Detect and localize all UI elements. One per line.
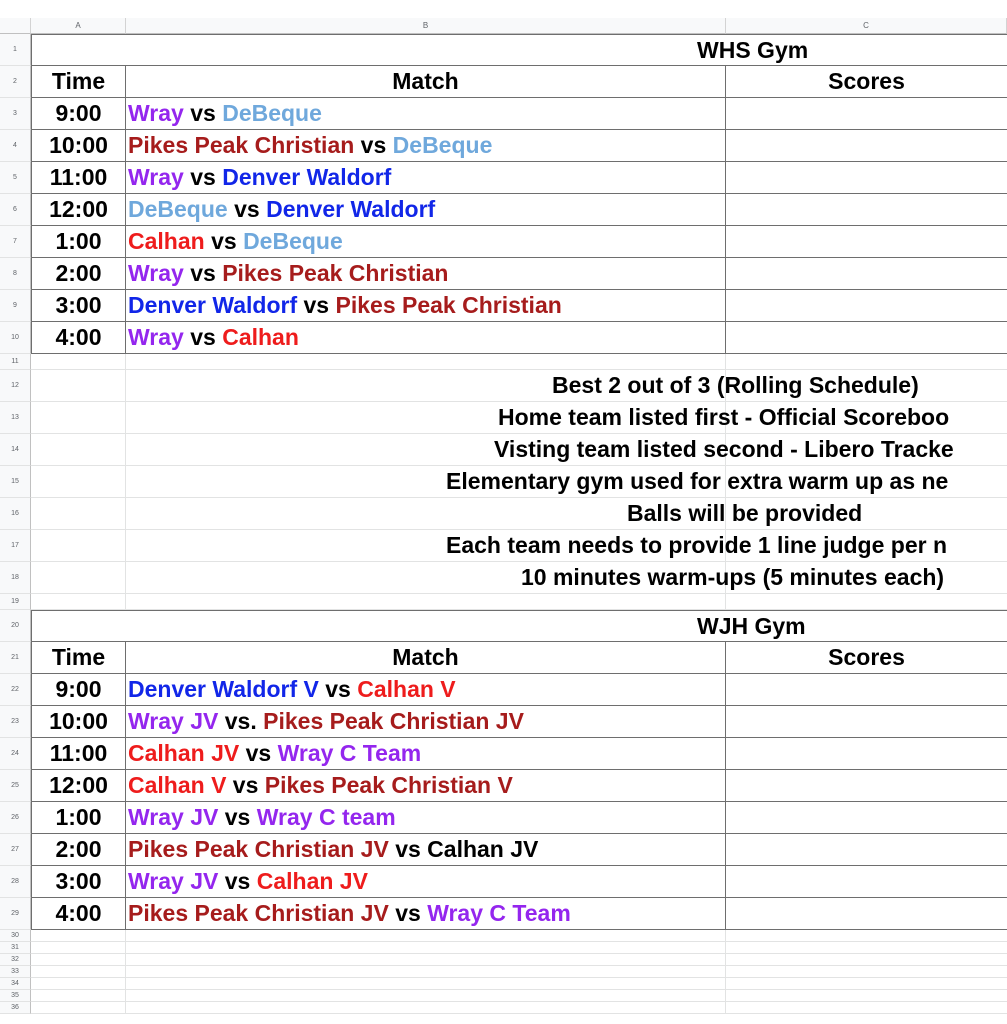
score-cell[interactable] <box>726 322 1007 354</box>
versus-text: vs <box>354 132 393 158</box>
score-cell[interactable] <box>726 258 1007 290</box>
versus-text: vs Calhan JV <box>388 836 539 862</box>
score-cell[interactable] <box>726 738 1007 770</box>
time-cell[interactable]: 9:00 <box>31 98 126 130</box>
team-name: Calhan <box>128 228 205 254</box>
row-header[interactable]: 1 <box>0 34 31 66</box>
row-header[interactable]: 31 <box>0 942 31 954</box>
top-margin <box>0 0 1007 18</box>
row-header[interactable]: 2 <box>0 66 31 98</box>
rules-note: Elementary gym used for extra warm up as ne <box>446 468 949 494</box>
team-name: Calhan JV <box>256 868 368 894</box>
row-header[interactable]: 26 <box>0 802 31 834</box>
team-name: Pikes Peak Christian JV <box>128 900 389 926</box>
row-header[interactable]: 20 <box>0 610 31 642</box>
team-name: Calhan <box>222 324 299 350</box>
match-cell[interactable] <box>126 322 726 354</box>
grid-row <box>31 990 1007 1002</box>
scores-header[interactable]: Scores <box>726 642 1007 674</box>
row-header[interactable]: 15 <box>0 466 31 498</box>
grid-row <box>31 978 1007 990</box>
rules-note: Each team needs to provide 1 line judge per n <box>446 532 948 558</box>
versus-text: vs <box>183 100 223 126</box>
grid-row <box>31 954 1007 966</box>
team-name: DeBeque <box>243 228 343 254</box>
team-name: Pikes Peak Christian JV <box>128 836 389 862</box>
team-name: Calhan JV <box>128 740 240 766</box>
team-name: Pikes Peak Christian JV <box>263 708 524 734</box>
team-name: Calhan V <box>128 772 227 798</box>
row-header[interactable]: 28 <box>0 866 31 898</box>
match-cell[interactable] <box>126 130 726 162</box>
row-header[interactable]: 34 <box>0 978 31 990</box>
time-cell[interactable]: 3:00 <box>31 866 126 898</box>
grid-row <box>31 930 1007 942</box>
team-name: Wray JV <box>128 708 219 734</box>
grid-row <box>31 354 1007 370</box>
team-name: DeBeque <box>128 196 228 222</box>
team-name: Pikes Peak Christian <box>128 132 355 158</box>
team-name: Denver Waldorf <box>266 196 436 222</box>
score-cell[interactable] <box>726 706 1007 738</box>
row-header[interactable]: 5 <box>0 162 31 194</box>
score-cell[interactable] <box>726 130 1007 162</box>
match-header[interactable]: Match <box>126 66 726 98</box>
time-cell[interactable]: 2:00 <box>31 258 126 290</box>
rules-note: Balls will be provided <box>627 500 863 526</box>
row-header[interactable]: 36 <box>0 1002 31 1014</box>
row-header[interactable]: 21 <box>0 642 31 674</box>
rules-note: 10 minutes warm-ups (5 minutes each) <box>521 564 945 590</box>
time-cell[interactable]: 11:00 <box>31 738 126 770</box>
team-name: Denver Waldorf <box>128 292 298 318</box>
versus-text: vs <box>227 196 267 222</box>
row-header[interactable]: 30 <box>0 930 31 942</box>
versus-text: vs <box>226 772 265 798</box>
row-header[interactable]: 13 <box>0 402 31 434</box>
row-header[interactable]: 18 <box>0 562 31 594</box>
score-cell[interactable] <box>726 770 1007 802</box>
team-name: Wray C team <box>256 804 396 830</box>
match-cell[interactable] <box>126 258 726 290</box>
time-cell[interactable]: 4:00 <box>31 898 126 930</box>
versus-text: vs <box>318 676 358 702</box>
section-title: WHS Gym <box>697 37 809 63</box>
row-header[interactable]: 17 <box>0 530 31 562</box>
row-header[interactable]: 6 <box>0 194 31 226</box>
team-name: Pikes Peak Christian <box>335 292 562 318</box>
match-cell[interactable] <box>126 834 726 866</box>
row-header[interactable]: 14 <box>0 434 31 466</box>
score-cell[interactable] <box>726 898 1007 930</box>
time-cell[interactable]: 4:00 <box>31 322 126 354</box>
row-header[interactable]: 35 <box>0 990 31 1002</box>
team-name: Wray <box>128 260 184 286</box>
time-cell[interactable]: 1:00 <box>31 226 126 258</box>
score-cell[interactable] <box>726 866 1007 898</box>
score-cell[interactable] <box>726 98 1007 130</box>
score-cell[interactable] <box>726 194 1007 226</box>
time-cell[interactable]: 1:00 <box>31 802 126 834</box>
team-name: Wray JV <box>128 804 219 830</box>
score-cell[interactable] <box>726 802 1007 834</box>
versus-text: vs <box>297 292 336 318</box>
section-title: WJH Gym <box>697 613 806 639</box>
versus-text: vs <box>183 260 223 286</box>
row-header[interactable]: 33 <box>0 966 31 978</box>
versus-text: vs <box>204 228 244 254</box>
time-header[interactable]: Time <box>31 642 126 674</box>
score-cell[interactable] <box>726 162 1007 194</box>
rules-note: Best 2 out of 3 (Rolling Schedule) <box>552 372 919 398</box>
match-cell[interactable] <box>126 866 726 898</box>
team-name: Wray JV <box>128 868 219 894</box>
team-name: DeBeque <box>222 100 322 126</box>
grid-row <box>31 966 1007 978</box>
match-cell[interactable] <box>126 674 726 706</box>
team-name: Wray <box>128 324 184 350</box>
rules-note: Visting team listed second - Libero Tracke <box>494 436 954 462</box>
column-header-c[interactable]: C <box>726 18 1007 34</box>
time-cell[interactable]: 12:00 <box>31 770 126 802</box>
row-header[interactable]: 32 <box>0 954 31 966</box>
versus-text: vs <box>218 804 257 830</box>
grid-row <box>31 1002 1007 1014</box>
grid-row <box>31 942 1007 954</box>
grid-row <box>31 594 1007 610</box>
time-header[interactable]: Time <box>31 66 126 98</box>
column-header-a[interactable]: A <box>31 18 126 34</box>
versus-text: vs <box>218 868 257 894</box>
time-cell[interactable]: 10:00 <box>31 130 126 162</box>
row-header[interactable]: 24 <box>0 738 31 770</box>
row-header[interactable]: 7 <box>0 226 31 258</box>
match-cell[interactable] <box>126 226 726 258</box>
row-header[interactable]: 19 <box>0 594 31 610</box>
select-all-corner[interactable] <box>0 18 31 34</box>
team-name: Wray <box>128 164 184 190</box>
versus-text: vs. <box>218 708 264 734</box>
row-header[interactable]: 27 <box>0 834 31 866</box>
match-cell[interactable] <box>126 802 726 834</box>
score-cell[interactable] <box>726 834 1007 866</box>
row-header[interactable]: 25 <box>0 770 31 802</box>
scores-header[interactable]: Scores <box>726 66 1007 98</box>
row-header[interactable]: 23 <box>0 706 31 738</box>
row-header[interactable]: 9 <box>0 290 31 322</box>
score-cell[interactable] <box>726 290 1007 322</box>
match-cell[interactable] <box>126 706 726 738</box>
row-header[interactable]: 11 <box>0 354 31 370</box>
time-cell[interactable]: 12:00 <box>31 194 126 226</box>
match-cell[interactable] <box>126 290 726 322</box>
team-name: Wray C Team <box>427 900 571 926</box>
match-cell[interactable] <box>126 898 726 930</box>
team-name: Calhan V <box>357 676 456 702</box>
match-header[interactable]: Match <box>126 642 726 674</box>
whs-title-cell[interactable] <box>31 34 1007 66</box>
match-cell[interactable] <box>126 194 726 226</box>
wjh-title-cell[interactable] <box>31 610 1007 642</box>
row-header[interactable]: 3 <box>0 98 31 130</box>
row-header[interactable]: 22 <box>0 674 31 706</box>
match-cell[interactable] <box>126 770 726 802</box>
team-name: Denver Waldorf <box>222 164 392 190</box>
match-cell[interactable] <box>126 162 726 194</box>
versus-text: vs <box>183 164 223 190</box>
match-cell[interactable] <box>126 738 726 770</box>
score-cell[interactable] <box>726 226 1007 258</box>
rules-note: Home team listed first - Official Scoreboo <box>498 404 950 430</box>
row-header[interactable]: 29 <box>0 898 31 930</box>
score-cell[interactable] <box>726 674 1007 706</box>
time-cell[interactable]: 9:00 <box>31 674 126 706</box>
row-header[interactable]: 12 <box>0 370 31 402</box>
team-name: Denver Waldorf V <box>128 676 319 702</box>
time-cell[interactable]: 3:00 <box>31 290 126 322</box>
team-name: DeBeque <box>392 132 493 158</box>
versus-text: vs <box>183 324 223 350</box>
row-header[interactable]: 10 <box>0 322 31 354</box>
row-header[interactable]: 4 <box>0 130 31 162</box>
versus-text: vs <box>388 900 428 926</box>
row-header[interactable]: 16 <box>0 498 31 530</box>
team-name: Wray <box>128 100 184 126</box>
time-cell[interactable]: 11:00 <box>31 162 126 194</box>
time-cell[interactable]: 10:00 <box>31 706 126 738</box>
time-cell[interactable]: 2:00 <box>31 834 126 866</box>
team-name: Pikes Peak Christian <box>222 260 449 286</box>
team-name: Pikes Peak Christian V <box>264 772 513 798</box>
versus-text: vs <box>239 740 278 766</box>
match-cell[interactable] <box>126 98 726 130</box>
row-header[interactable]: 8 <box>0 258 31 290</box>
team-name: Wray C Team <box>277 740 422 766</box>
column-header-b[interactable]: B <box>126 18 726 34</box>
